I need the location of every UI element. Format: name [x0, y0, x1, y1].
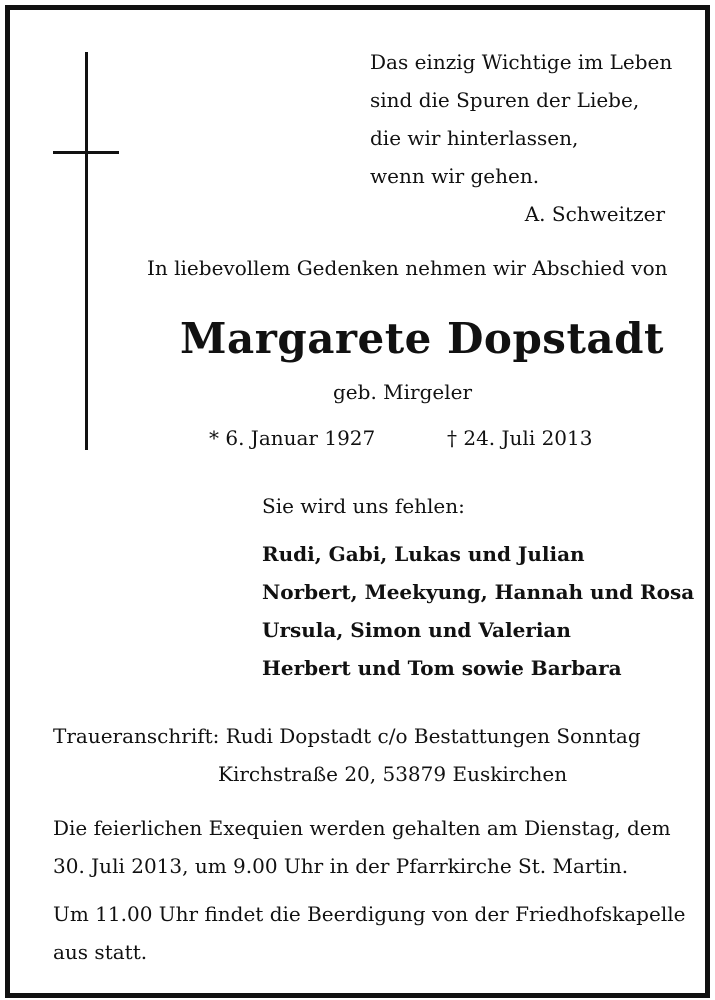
burial-text: aus statt. [53, 940, 148, 964]
mourner-line: Rudi, Gabi, Lukas und Julian [262, 542, 585, 566]
service-text: Die feierlichen Exequien werden gehalten am Dienstag, dem [53, 816, 671, 840]
quote-author: A. Schweitzer [524, 202, 665, 226]
quote-line: die wir hinterlassen, [370, 126, 579, 150]
quote-line: sind die Spuren der Liebe, [370, 88, 640, 112]
maiden-name: geb. Mirgeler [333, 380, 473, 404]
mourner-line: Norbert, Meekyung, Hannah und Rosa [262, 580, 695, 604]
burial-text: Um 11.00 Uhr findet die Beerdigung von der Friedhofskapelle [53, 902, 686, 926]
cross-icon-bar [53, 151, 119, 154]
mourner-line: Ursula, Simon und Valerian [262, 618, 571, 642]
address-line: Traueranschrift: Rudi Dopstadt c/o Bestattungen Sonntag [53, 724, 641, 748]
cross-icon [85, 52, 88, 450]
address-line: Kirchstraße 20, 53879 Euskirchen [218, 762, 568, 786]
quote-line: wenn wir gehen. [370, 164, 540, 188]
birth-date: * 6. Januar 1927 [209, 426, 376, 450]
service-text: 30. Juli 2013, um 9.00 Uhr in der Pfarrkirche St. Martin. [53, 854, 629, 878]
death-date: † 24. Juli 2013 [447, 426, 593, 450]
obituary-notice [5, 5, 710, 998]
mourner-line: Herbert und Tom sowie Barbara [262, 656, 622, 680]
mourners-heading: Sie wird uns fehlen: [262, 494, 465, 518]
intro-text: In liebevollem Gedenken nehmen wir Abschied von [147, 256, 668, 280]
quote-line: Das einzig Wichtige im Leben [370, 50, 673, 74]
deceased-name: Margarete Dopstadt [180, 314, 664, 363]
